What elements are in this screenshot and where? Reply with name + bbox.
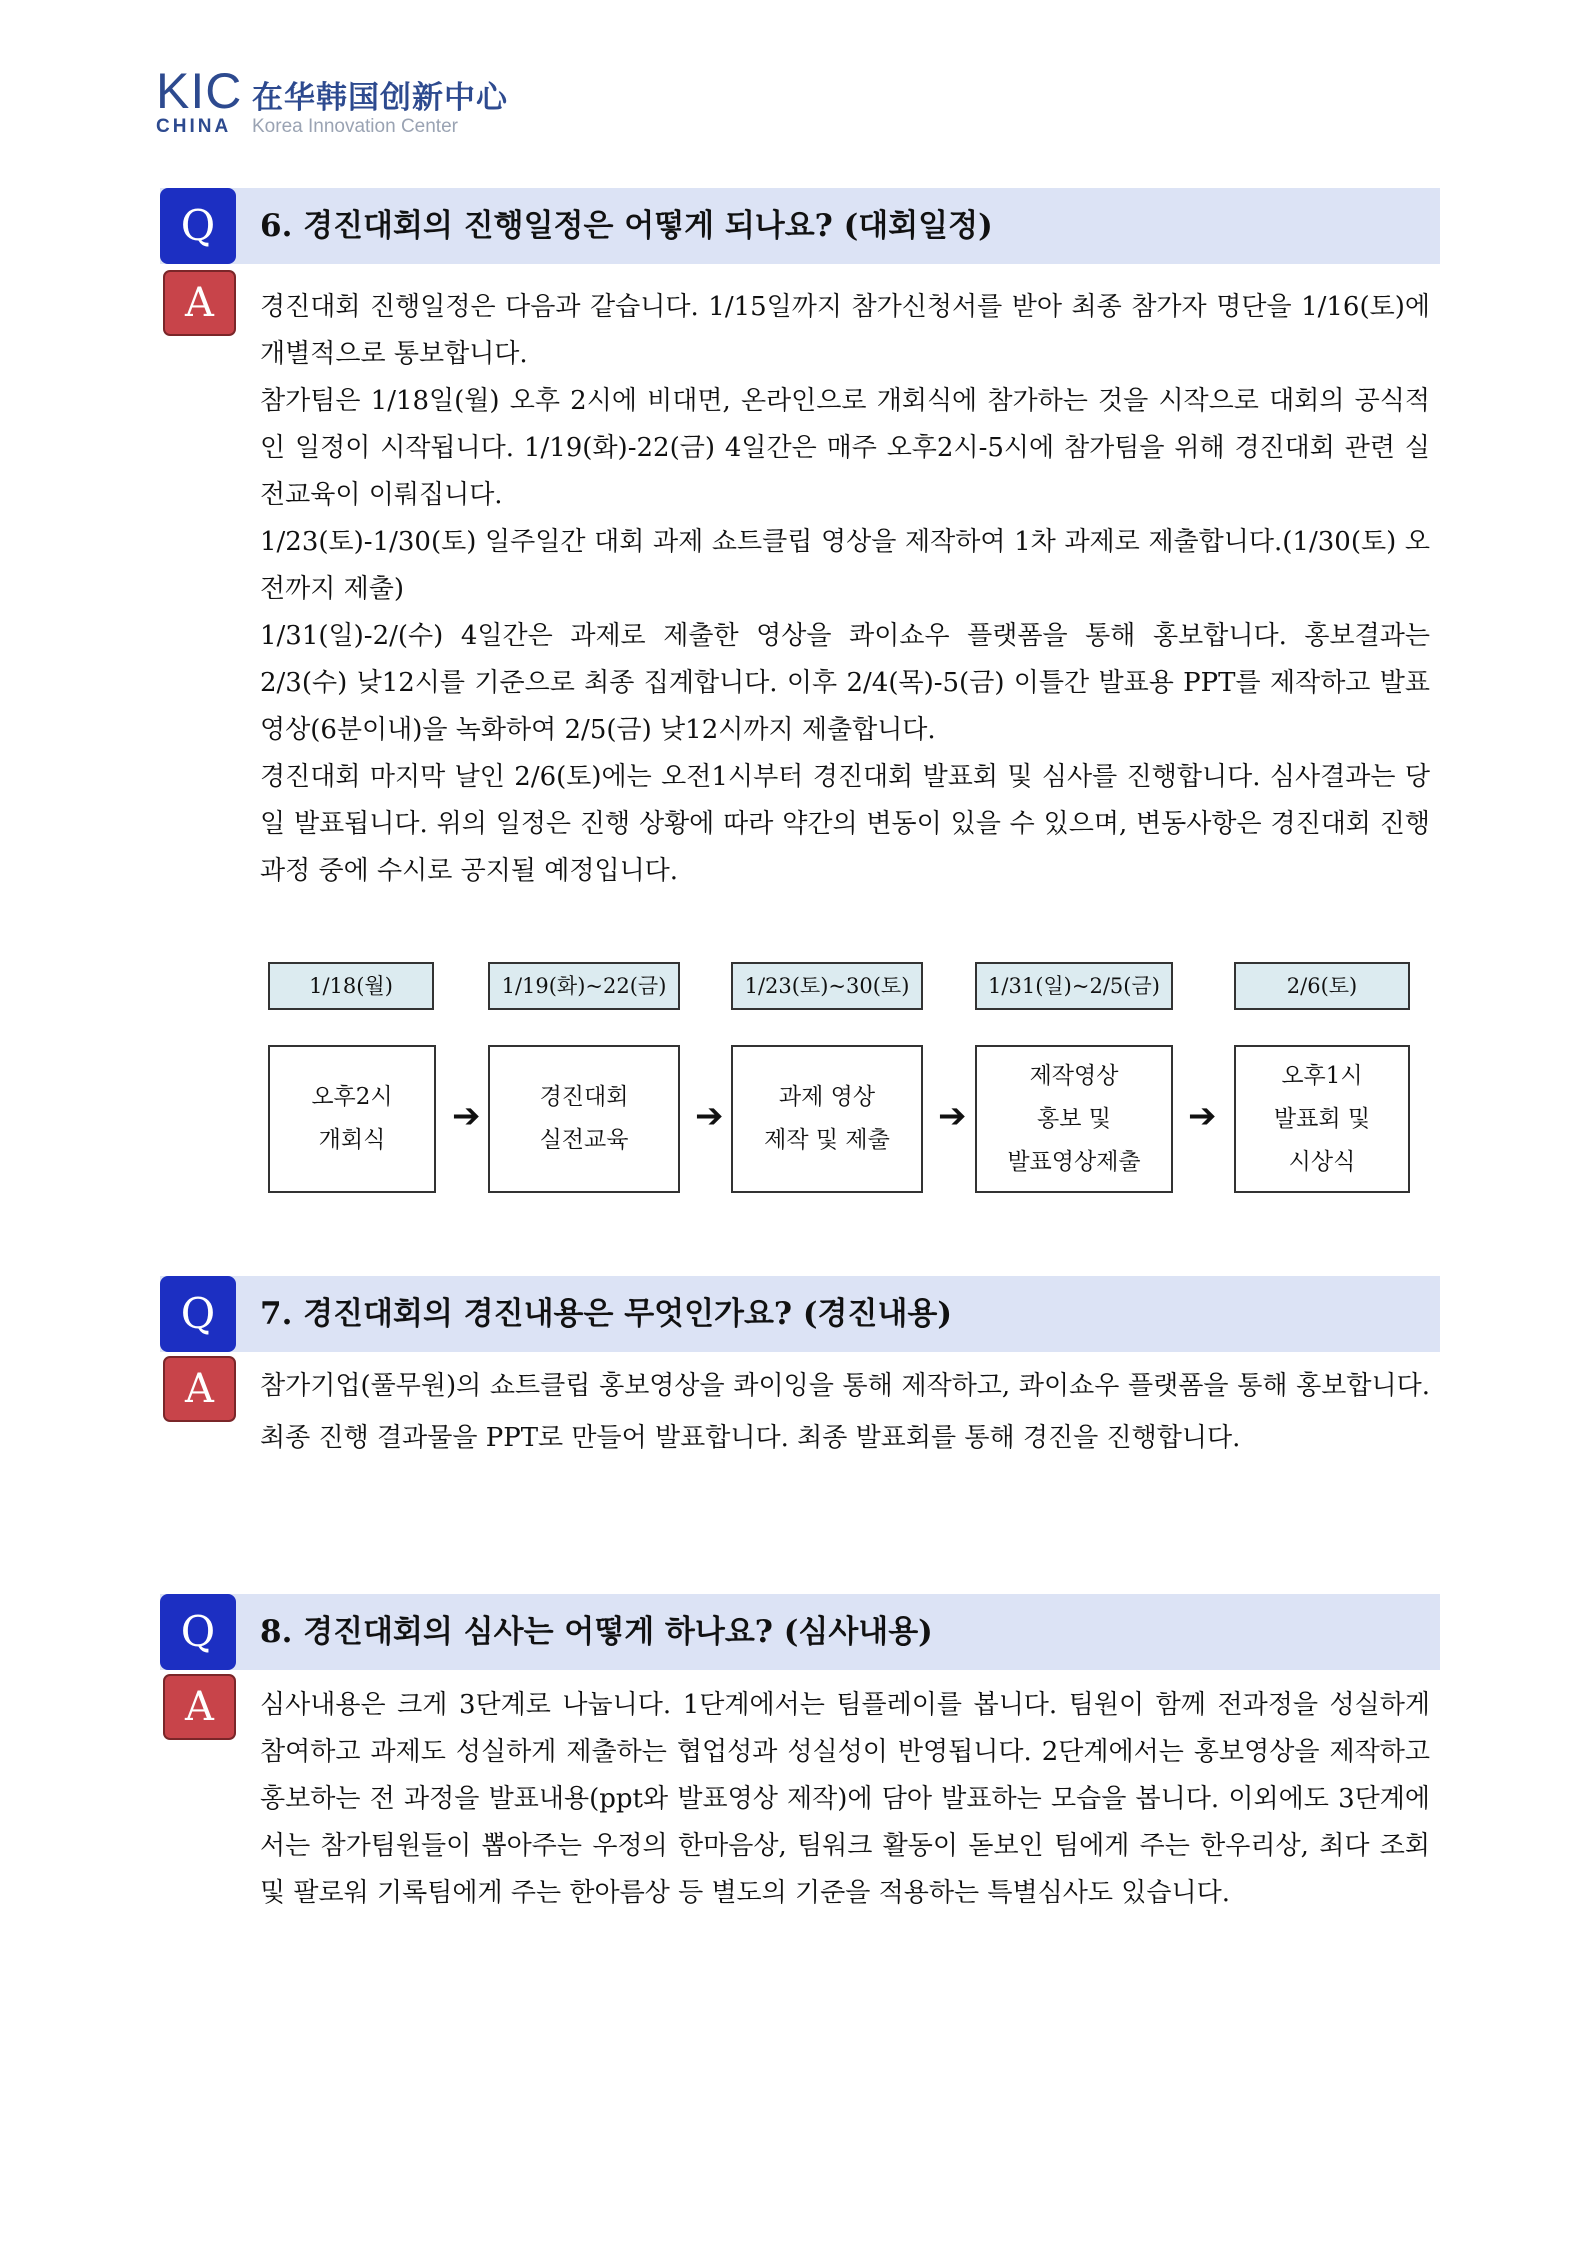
question-6-title: 6. 경진대회의 진행일정은 어떻게 되나요? (대회일정) xyxy=(260,208,993,244)
timeline-date: 1/23(토)~30(토) xyxy=(731,962,923,1010)
answer-6-paragraph: 경진대회 마지막 날인 2/6(토)에는 오전1시부터 경진대회 발표회 및 심사를 진행합니다. 심사결과는 당일 발표됩니다. 위의 일정은 진행 상황에 따라 약간의 변동이 있을 수 있으며, 변동사항은 경진대회 진행과정 중에 수시로 공지될 예정입니다. xyxy=(260,762,1430,886)
timeline-step xyxy=(1234,1045,1410,1193)
answer-6-paragraph: 1/31(일)-2/(수) 4일간은 과제로 제출한 영상을 콰이쇼우 플랫폼을 통해 홍보합니다. 홍보결과는 2/3(수) 낮12시를 기준으로 최종 집계합니다. 이후 2/4(목)-5(금) 이틀간 발표용 PPT를 제작하고 발표영상(6분이내)을 녹화하여 2/5(금) 낮12시까지 제출합니다. xyxy=(260,621,1430,745)
timeline-step-label: 경진대회 실전교육 xyxy=(539,1084,629,1153)
answer-6 xyxy=(260,284,1430,895)
a-badge-icon: A xyxy=(163,1356,236,1422)
kic-logo xyxy=(156,63,536,137)
timeline-step-label: 오후1시 발표회 및 시상식 xyxy=(1273,1062,1371,1175)
timeline-date: 1/19(화)~22(금) xyxy=(488,962,680,1010)
a-badge-icon: A xyxy=(163,1674,236,1740)
right-arrow-icon: ➔ xyxy=(1188,1096,1217,1136)
answer-6-paragraph: 1/23(토)-1/30(토) 일주일간 대회 과제 쇼트클립 영상을 제작하여 1차 과제로 제출합니다.(1/30(토) 오전까지 제출) xyxy=(260,527,1430,604)
timeline-date: 1/31(일)~2/5(금) xyxy=(975,962,1173,1010)
answer-7 xyxy=(260,1360,1430,1464)
answer-8 xyxy=(260,1682,1430,1917)
question-7-bar xyxy=(160,1276,1440,1352)
timeline-step-label: 오후2시 개회식 xyxy=(311,1084,393,1153)
timeline-step-label: 제작영상 홍보 및 발표영상제출 xyxy=(1007,1062,1141,1175)
question-8-bar xyxy=(160,1594,1440,1670)
a-badge-icon: A xyxy=(163,270,236,336)
logo-kic-mark: KIC xyxy=(156,63,243,119)
timeline-step xyxy=(268,1045,436,1193)
q-badge-icon: Q xyxy=(160,1276,236,1352)
timeline-date: 2/6(토) xyxy=(1234,962,1410,1010)
right-arrow-icon: ➔ xyxy=(695,1096,724,1136)
right-arrow-icon: ➔ xyxy=(452,1096,481,1136)
question-8-title: 8. 경진대회의 심사는 어떻게 하나요? (심사내용) xyxy=(260,1614,933,1650)
question-6-bar xyxy=(160,188,1440,264)
answer-7-paragraph: 참가기업(풀무원)의 쇼트클립 홍보영상을 콰이잉을 통해 제작하고, 콰이쇼우 플랫폼을 통해 홍보합니다. 최종 진행 결과물을 PPT로 만들어 발표합니다. 최종 발표회를 통해 경진을 진행합니다. xyxy=(260,1371,1430,1453)
logo-english-name: Korea Innovation Center xyxy=(252,116,458,137)
timeline-step xyxy=(731,1045,923,1193)
timeline-step xyxy=(488,1045,680,1193)
right-arrow-icon: ➔ xyxy=(938,1096,967,1136)
question-7-title: 7. 경진대회의 경진내용은 무엇인가요? (경진내용) xyxy=(260,1296,953,1332)
timeline-step xyxy=(975,1045,1173,1193)
logo-chinese-name: 在华韩国创新中心 xyxy=(252,80,508,116)
answer-6-paragraph: 참가팀은 1/18일(월) 오후 2시에 비대면, 온라인으로 개회식에 참가하는 것을 시작으로 대회의 공식적인 일정이 시작됩니다. 1/19(화)-22(금) 4일간은 매주 오후2시-5시에 참가팀을 위해 경진대회 관련 실전교육이 이뤄집니다. xyxy=(260,386,1430,510)
timeline-step-label: 과제 영상 제작 및 제출 xyxy=(764,1084,890,1153)
answer-8-paragraph: 심사내용은 크게 3단계로 나눕니다. 1단계에서는 팀플레이를 봅니다. 팀원이 함께 전과정을 성실하게 참여하고 과제도 성실하게 제출하는 협업성과 성실성이 반영됩니다. 2단계에서는 홍보영상을 제작하고 홍보하는 전 과정을 발표내용(ppt와 발표영상 제작)에 담아 발표하는 모습을 봅니다. 이외에도 3단계에서는 참가팀원들이 뽑아주는 우정의 한마음상, 팀워크 활동이 돋보인 팀에게 주는 한우리상, 최다 조회 및 팔로워 기록팀에게 주는 한아름상 등 별도의 기준을 적용하는 특별심사도 있습니다. xyxy=(260,1690,1430,1908)
q-badge-icon: Q xyxy=(160,1594,236,1670)
timeline-date: 1/18(월) xyxy=(268,962,434,1010)
q-badge-icon: Q xyxy=(160,188,236,264)
logo-china-text: CHINA xyxy=(156,116,232,137)
answer-6-paragraph: 경진대회 진행일정은 다음과 같습니다. 1/15일까지 참가신청서를 받아 최종 참가자 명단을 1/16(토)에 개별적으로 통보합니다. xyxy=(260,292,1430,369)
